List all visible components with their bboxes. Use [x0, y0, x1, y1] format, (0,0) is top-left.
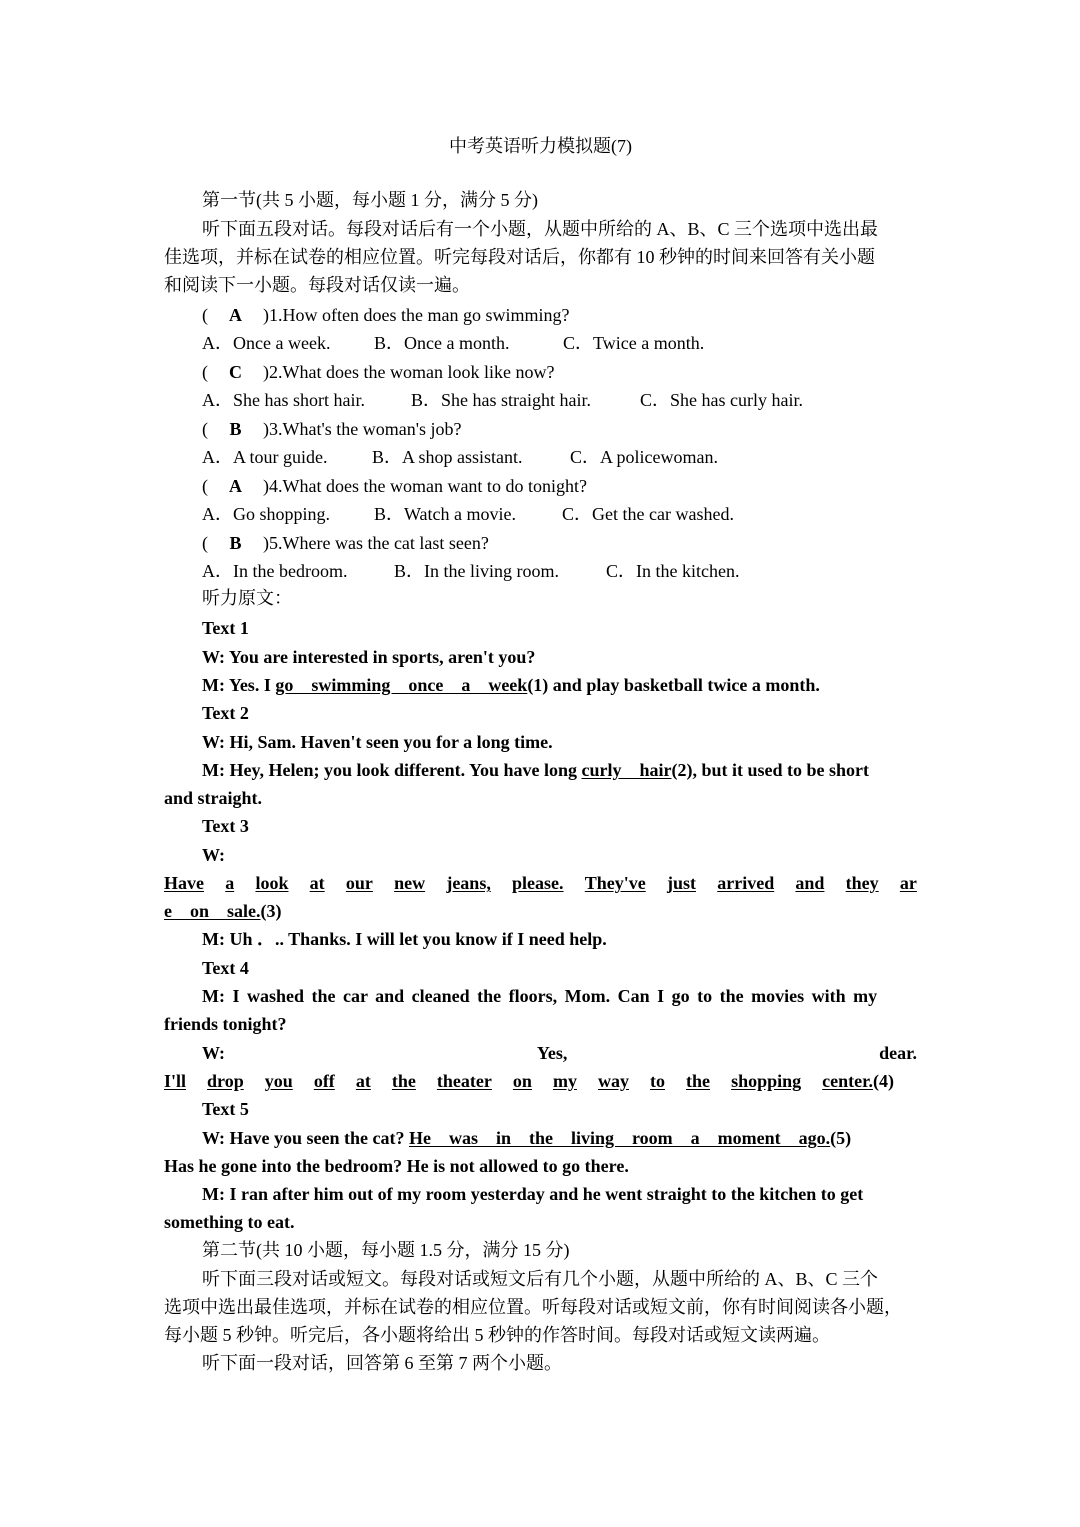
- option-a: A．In the bedroom.: [202, 561, 348, 581]
- answer-word: shopping: [731, 1071, 802, 1091]
- question-stem: )1.How often does the man go swimming?: [263, 305, 570, 325]
- answer-word: the: [391, 1071, 416, 1091]
- answer-word: our: [345, 873, 373, 893]
- text-2-woman: W: Hi, Sam. Haven't seen you for a long time.: [202, 732, 553, 752]
- text-1-woman: W: You are interested in sports, aren't you?: [202, 647, 536, 667]
- text-5-title: Text 5: [202, 1099, 249, 1119]
- answer-word: jeans,: [446, 873, 491, 893]
- answer-word: you: [264, 1071, 293, 1091]
- text-1-title: Text 1: [202, 618, 249, 638]
- text-5-man: M: I ran after him out of my room yesterday and he went straight to the kitchen to get: [202, 1184, 864, 1204]
- question-stem: )3.What's the woman's job?: [263, 419, 462, 439]
- underlined-answer: [164, 1069, 873, 1093]
- options-4: [202, 502, 917, 526]
- text-5-woman: [202, 1126, 917, 1150]
- options-1: [202, 331, 917, 355]
- options-2: [202, 388, 917, 412]
- answer-word: new: [394, 873, 426, 893]
- options-3: [202, 445, 917, 469]
- option-a: A．She has short hair.: [202, 390, 365, 410]
- text-3-woman-line-2: [164, 899, 917, 923]
- options-5: [202, 559, 917, 583]
- paren: (: [202, 419, 208, 439]
- answer-word: on: [512, 1071, 532, 1091]
- answer-5: B: [229, 533, 242, 553]
- answer-word: center.: [822, 1071, 873, 1091]
- answer-word: just: [666, 873, 696, 893]
- text-segment: (3): [260, 901, 282, 921]
- text-2-title: Text 2: [202, 703, 249, 723]
- text-segment: (4): [873, 1071, 894, 1091]
- section1-instruction: 佳选项，并标在试卷的相应位置。听完每段对话后，你都有 10 秒钟的时间来回答有关小题: [164, 247, 875, 267]
- answer-word: look: [255, 873, 289, 893]
- paren: (: [202, 305, 208, 325]
- text-segment: W:: [202, 1043, 226, 1063]
- answer-word: off: [313, 1071, 335, 1091]
- underlined-answer: go swimming once a week: [275, 675, 528, 695]
- section1-heading: 第一节(共 5 小题，每小题 1 分，满分 5 分): [202, 190, 538, 210]
- text-2-man: [202, 758, 917, 782]
- transcript-label: 听力原文：: [202, 588, 292, 608]
- text-3-woman-label: W:: [202, 845, 226, 865]
- page-title: 中考英语听力模拟题(7): [449, 136, 632, 156]
- option-b: B．In the living room.: [394, 561, 559, 581]
- question-stem: )2.What does the woman look like now?: [263, 362, 555, 382]
- answer-word: I'll: [164, 1071, 187, 1091]
- paren: (: [202, 533, 208, 553]
- answer-word: way: [597, 1071, 629, 1091]
- option-c: C．In the kitchen.: [606, 561, 740, 581]
- option-c: C．Get the car washed.: [562, 504, 734, 524]
- answer-word: drop: [207, 1071, 244, 1091]
- section2-heading: 第二节(共 10 小题，每小题 1.5 分，满分 15 分): [202, 1240, 570, 1260]
- text-2-man-cont: and straight.: [164, 788, 263, 808]
- answer-word: Have: [164, 873, 204, 893]
- text-3-title: Text 3: [202, 816, 249, 836]
- text-segment: (2), but it used to be short: [671, 760, 870, 780]
- answer-word: at: [309, 873, 325, 893]
- answer-word: theater: [436, 1071, 492, 1091]
- answer-word: the: [686, 1071, 711, 1091]
- answer-word: and: [795, 873, 825, 893]
- question-4: [202, 474, 917, 498]
- option-b: B．She has straight hair.: [411, 390, 591, 410]
- answer-word: arrived: [717, 873, 775, 893]
- option-b: B．A shop assistant.: [372, 447, 523, 467]
- underlined-answer: e on sale.: [164, 901, 261, 921]
- question-stem: )5.Where was the cat last seen?: [263, 533, 489, 553]
- option-a: A．Go shopping.: [202, 504, 331, 524]
- answer-word: they: [845, 873, 879, 893]
- text-3-man: M: Uh ．.. Thanks. I will let you know if I need help.: [202, 929, 607, 949]
- question-stem: )4.What does the woman want to do tonight?: [263, 476, 587, 496]
- answer-4: A: [229, 476, 242, 496]
- underlined-answer: He was in the living room a moment ago.: [408, 1128, 831, 1148]
- text-segment: M: Hey, Helen; you look different. You have long: [202, 760, 582, 780]
- text-segment: W: Have you seen the cat?: [202, 1128, 409, 1148]
- answer-word: ar: [899, 873, 917, 893]
- section2-instruction: 听下面三段对话或短文。每段对话或短文后有几个小题，从题中所给的 A、B、C 三个: [202, 1269, 879, 1289]
- text-segment: (5): [830, 1128, 852, 1148]
- option-b: B．Once a month.: [374, 333, 510, 353]
- option-c: C．Twice a month.: [563, 333, 705, 353]
- question-5: [202, 531, 917, 555]
- answer-1: A: [229, 305, 242, 325]
- answer-word: my: [552, 1071, 577, 1091]
- option-c: C．A policewoman.: [570, 447, 718, 467]
- section2-instruction: 每小题 5 秒钟。听完后，各小题将给出 5 秒钟的作答时间。每段对话或短文读两遍。: [164, 1325, 830, 1345]
- text-4-man-cont: friends tonight?: [164, 1014, 287, 1034]
- paren: (: [202, 476, 208, 496]
- answer-word: at: [355, 1071, 371, 1091]
- answer-word: to: [650, 1071, 666, 1091]
- question-2: [202, 360, 917, 384]
- paren: (: [202, 362, 208, 382]
- answer-word: a: [225, 873, 235, 893]
- question-1: [202, 303, 917, 327]
- answer-2: C: [229, 362, 242, 382]
- section1-instruction: 听下面五段对话。每段对话后有一个小题，从题中所给的 A、B、C 三个选项中选出最: [202, 219, 879, 239]
- option-b: B．Watch a movie.: [374, 504, 517, 524]
- text-segment: (1) and play basketball twice a month.: [527, 675, 820, 695]
- answer-word: please.: [512, 873, 564, 893]
- section1-instruction: 和阅读下一小题。每段对话仅读一遍。: [164, 275, 470, 295]
- answer-word: They've: [584, 873, 646, 893]
- text-segment: Yes,: [536, 1043, 568, 1063]
- text-5-woman-cont: Has he gone into the bedroom? He is not allowed to go there.: [164, 1156, 629, 1176]
- text-4-woman: [202, 1041, 917, 1065]
- option-a: A．Once a week.: [202, 333, 331, 353]
- text-5-man-cont: something to eat.: [164, 1212, 295, 1232]
- text-4-title: Text 4: [202, 958, 249, 978]
- question-3: [202, 417, 917, 441]
- text-1-man: [202, 673, 917, 697]
- option-a: A．A tour guide.: [202, 447, 328, 467]
- answer-3: B: [229, 419, 242, 439]
- text-segment: dear.: [879, 1043, 917, 1063]
- section2-instruction: 听下面一段对话，回答第 6 至第 7 两个小题。: [202, 1353, 562, 1373]
- text-3-woman-line: [164, 871, 917, 895]
- section2-instruction: 选项中选出最佳选项，并标在试卷的相应位置。听每段对话或短文前，你有时间阅读各小题，: [164, 1297, 902, 1317]
- option-c: C．She has curly hair.: [640, 390, 803, 410]
- underlined-answer: curly hair: [581, 760, 672, 780]
- text-segment: M: Yes. I: [202, 675, 276, 695]
- text-4-man: M: I washed the car and cleaned the floors, Mom. Can I go to the movies with my: [202, 986, 878, 1006]
- text-4-woman-line-2: [164, 1069, 894, 1093]
